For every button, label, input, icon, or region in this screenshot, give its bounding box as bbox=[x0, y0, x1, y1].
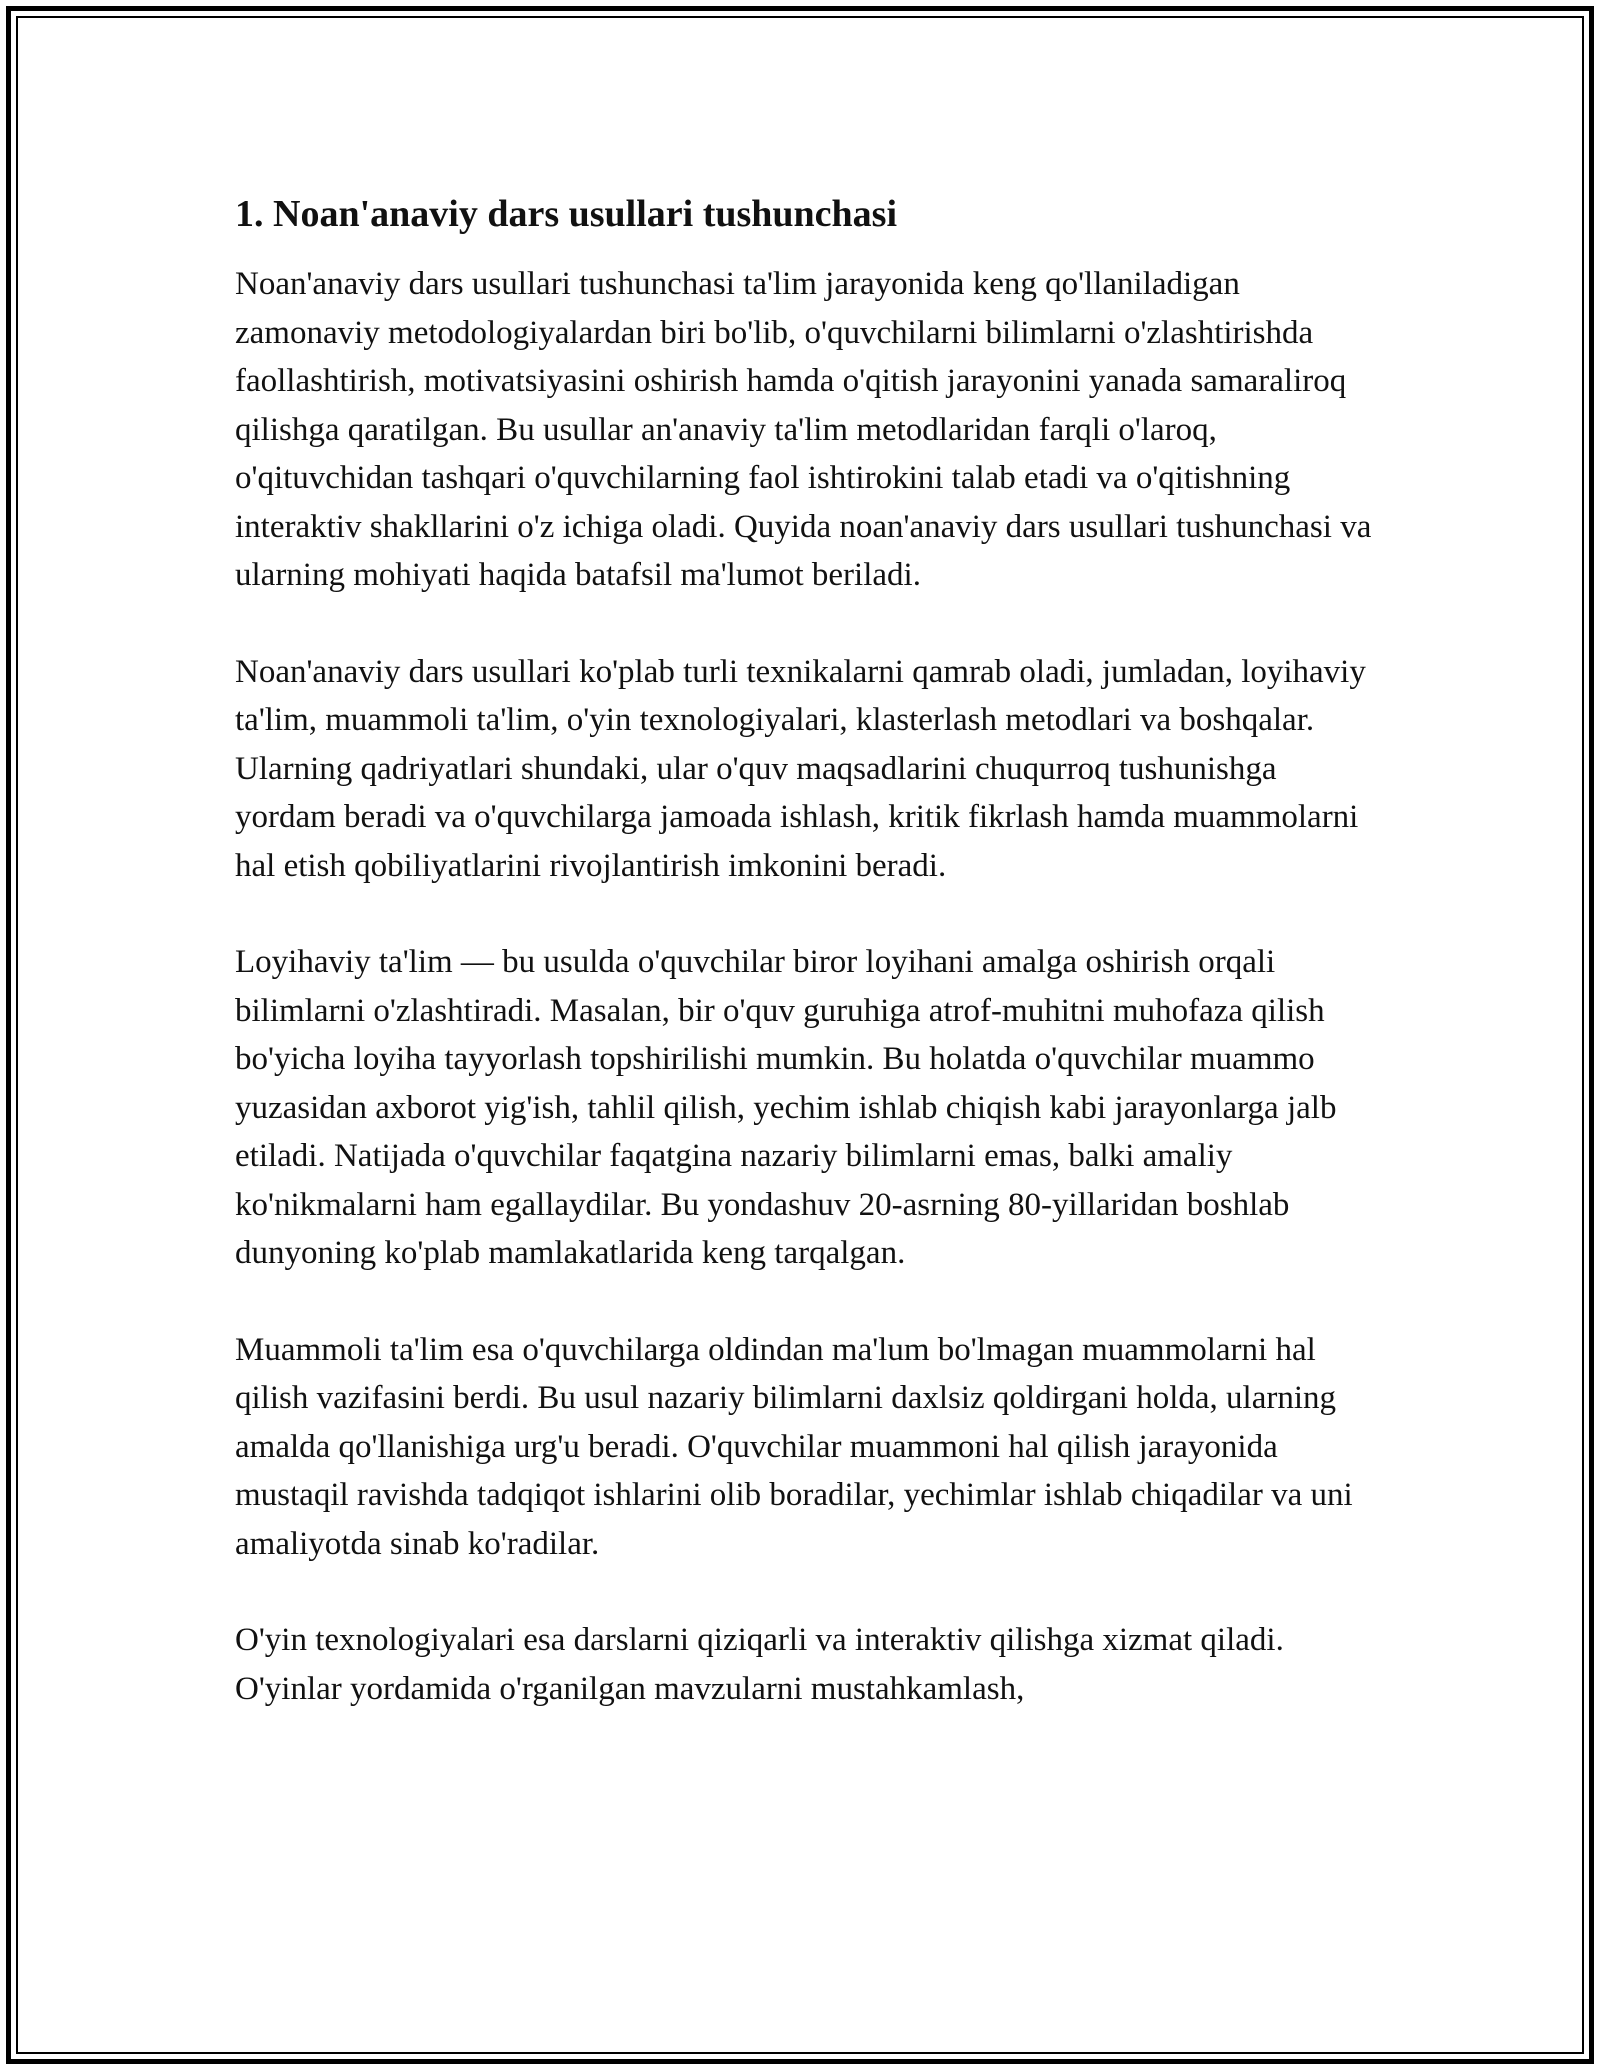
document-body bbox=[235, 190, 1385, 1761]
paragraph-project-learning: Loyihaviy ta'lim — bu usulda o'quvchilar biror loyihani amalga oshirish orqali bilimlarni o'zlashtiradi. Masalan, bir o'quv guruhiga atrof-muhitni muhofaza qilish bo'yicha loyiha tayyorlash topshirilishi mumkin. Bu holatda o'quvchilar muammo yuzasidan axborot yig'ish, tahlil qilish, yechim ishlab chiqish kabi jarayonlarga jalb etiladi. Natijada o'quvchilar faqatgina nazariy bilimlarni emas, balki amaliy ko'nikmalarni ham egallaydilar. Bu yondashuv 20-asrning 80-yillaridan boshlab dunyoning ko'plab mamlakatlarida keng tarqalgan. bbox=[235, 944, 1337, 1271]
paragraph-game-technologies: O'yin texnologiyalari esa darslarni qiziqarli va interaktiv qilishga xizmat qiladi. O'yinlar yordamida o'rganilgan mavzularni mustahkamlash, bbox=[235, 1622, 1284, 1707]
paragraph-problem-learning: Muammoli ta'lim esa o'quvchilarga oldindan ma'lum bo'lmagan muammolarni hal qilish vazifasini berdi. Bu usul nazariy bilimlarni daxlsiz qoldirgani holda, ularning amalda qo'llanishiga urg'u beradi. O'quvchilar muammoni hal qilish jarayonida mustaqil ravishda tadqiqot ishlarini olib boradilar, yechimlar ishlab chiqadilar va uni amaliyotda sinab ko'radilar. bbox=[235, 1331, 1353, 1562]
section-heading: 1. Noan'anaviy dars usullari tushunchasi bbox=[235, 193, 898, 235]
paragraph-techniques: Noan'anaviy dars usullari ko'plab turli texnikalarni qamrab oladi, jumladan, loyihaviy ta'lim, muammoli ta'lim, o'yin texnologiyalari, klasterlash metodlari va boshqalar. Ularning qadriyatlari shundaki, ular o'quv maqsadlarini chuqurroq tushunishga yordam beradi va o'quvchilarga jamoada ishlash, kritik fikrlash hamda muammolarni hal etish qobiliyatlarini rivojlantirish imkonini beradi. bbox=[235, 653, 1366, 884]
paragraph-introduction: Noan'anaviy dars usullari tushunchasi ta'lim jarayonida keng qo'llaniladigan zamonaviy metodologiyalardan biri bo'lib, o'quvchilarni bilimlarni o'zlashtirishda faollashtirish, motivatsiyasini oshirish hamda o'qitish jarayonini yanada samaraliroq qilishga qaratilgan. Bu usullar an'anaviy ta'lim metodlaridan farqli o'laroq, o'qituvchidan tashqari o'quvchilarning faol ishtirokini talab etadi va o'qitishning interaktiv shakllarini o'z ichiga oladi. Quyida noan'anaviy dars usullari tushunchasi va ularning mohiyati haqida batafsil ma'lumot beriladi. bbox=[235, 266, 1372, 593]
